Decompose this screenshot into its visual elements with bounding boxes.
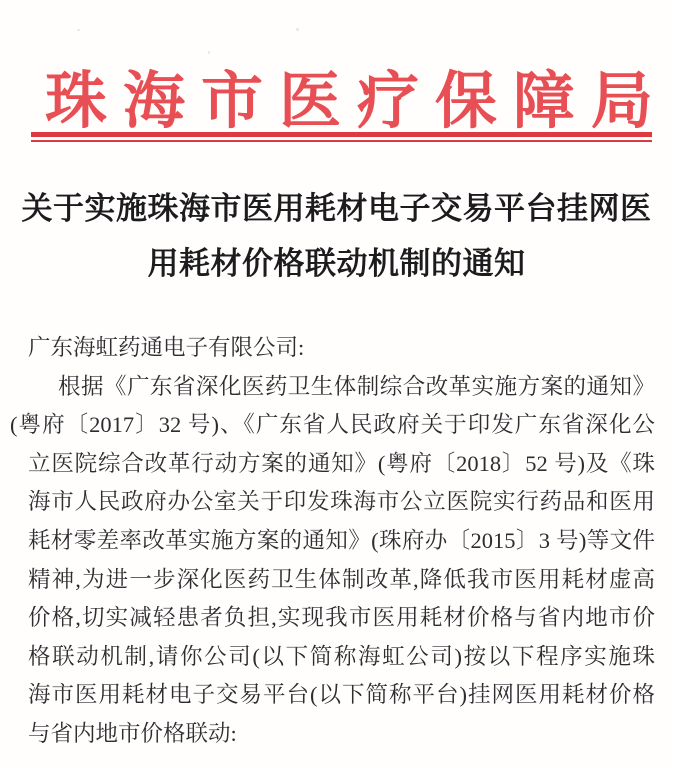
body-line: 耗材零差率改革实施方案的通知》(珠府办〔2015〕3 号)等文件 <box>28 527 655 553</box>
document-title <box>0 181 673 291</box>
agency-letterhead-title: 珠 海 市 医 疗 保 障 局 <box>45 67 653 136</box>
body-line: 立医院综合改革行动方案的通知》(粤府〔2018〕52 号)及《珠 <box>28 450 655 476</box>
scan-noise-speck <box>77 29 80 31</box>
scan-noise-speck <box>208 51 210 54</box>
document-title-line-1: 关于实施珠海市医用耗材电子交易平台挂网医 <box>21 191 652 226</box>
body-line: 与省内地市价格联动: <box>28 720 237 746</box>
body-line: 根据《广东省深化医药卫生体制综合改革实施方案的通知》 <box>58 373 655 399</box>
body-line: (粤府〔2017〕32 号)、《广东省人民政府关于印发广东省深化公 <box>10 412 655 438</box>
body-line: 精神,为进一步深化医药卫生体制改革,降低我市医用耗材虚高 <box>28 566 655 592</box>
body-line: 海市医用耗材电子交易平台(以下简称平台)挂网医用耗材价格 <box>28 682 655 708</box>
document-body <box>10 329 655 754</box>
salutation: 广东海虹药通电子有限公司: <box>28 335 305 360</box>
scan-noise-speck <box>296 28 299 31</box>
body-line: 价格,切实减轻患者负担,实现我市医用耗材价格与省内地市价 <box>28 605 655 631</box>
red-double-rule <box>31 132 652 142</box>
body-line: 海市人民政府办公室关于印发珠海市公立医院实行药品和医用 <box>28 489 655 515</box>
body-line: 格联动机制,请你公司(以下简称海虹公司)按以下程序实施珠 <box>28 643 655 669</box>
document-title-line-2: 用耗材价格联动机制的通知 <box>147 246 526 281</box>
